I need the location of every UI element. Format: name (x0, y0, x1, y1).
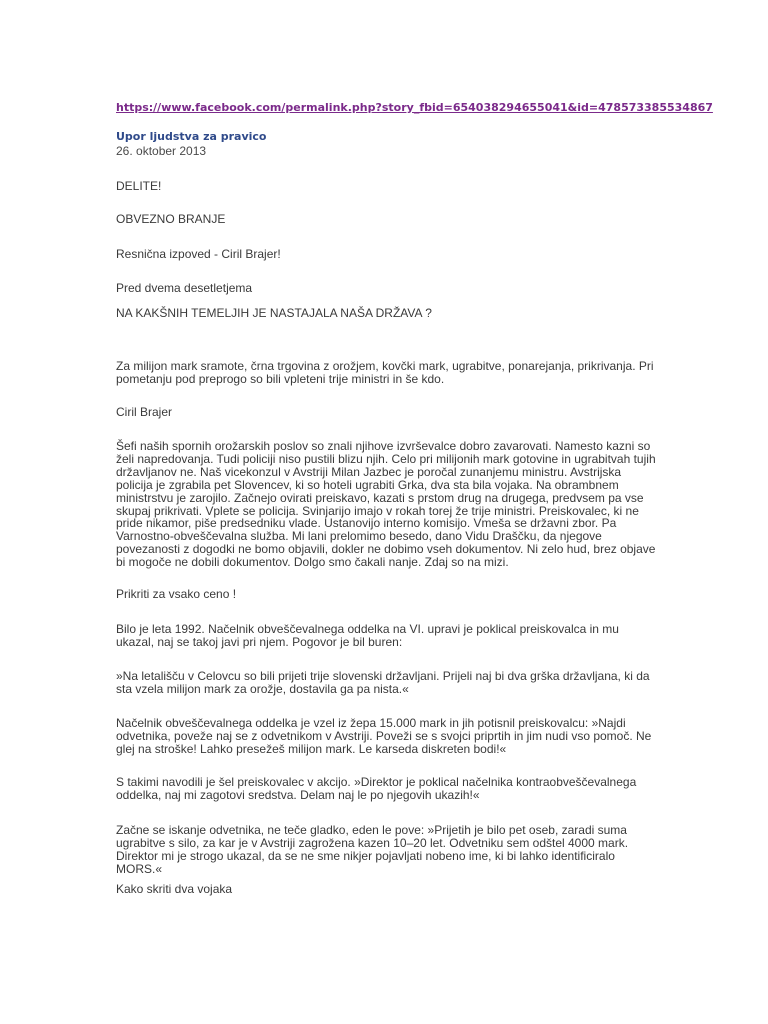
source-page-title[interactable]: Upor ljudstva za pravico (116, 130, 267, 143)
paragraph-two-decades-ago: Pred dvema desetletjema (116, 281, 253, 295)
paragraph-main-story: Šefi naših spornih orožarskih poslov so znali njihove izvrševalce dobro zavarovati. Namesto kazni so želi napredovanja. Tudi policiji niso pustili blizu njih. Celo pri milijonih mark gotovine in ugrabitvah tujih državljanov ne. Naš vicekonzul v Avstriji Milan Jazbec je poročal zunanjemu ministru. Avstrijska policija je zgrabila pet Slovencev, ki so hoteli ugrabiti Grka, dva sta bila vojaka. Na obrambnem ministrstvu je zarojilo. Začnejo ovirati preiskavo, kazati s prstom drug na drugega, predvsem pa vse skupaj prikrivati. Vplete se policija. Svinjarijo imajo v rokah torej že trije ministri. Preiskovalec, ki ne pride nikamor, piše predsedniku vlade. Ustanovijo interno komisijo. Vmeša se državni zbor. Pa Varnostno-obveščevalna služba. Mi lani prelomimo besedo, dano Vidu Draščku, da njegove povezanosti z dogodki ne bomo objavili, dokler ne dobimo vseh dokumentov. Ni zelo hud, brez objave bi mogoče ne dobili dokumentov. Dolgo smo čakali nanje. Zdaj so na mizi. (116, 439, 656, 570)
paragraph-confession-title: Resnična izpoved - Ciril Brajer! (116, 247, 281, 261)
paragraph-subheading-cover-up: Prikriti za vsako ceno ! (116, 587, 237, 601)
paragraph-headline: NA KAKŠNIH TEMELJIH JE NASTAJALA NAŠA DRŽAVA ? (116, 306, 432, 320)
paragraph-subheading-two-soldiers: Kako skriti dva vojaka (116, 882, 233, 896)
paragraph-15000-marks: Načelnik obveščevalnega oddelka je vzel iz žepa 15.000 mark in jih potisnil preiskovalcu: »Najdi odvetnika, poveže naj se z odvetnikom v Avstriji. Poveži se s svojci priprtih in jim nudi vso pomoč. Ne glej na stroške! Lahko presežeš milijon mark. Le karseda diskreten bodi!« (116, 716, 652, 756)
paragraph-1992: Bilo je leta 1992. Načelnik obveščevalnega oddelka na VI. upravi je poklical preiskovalca in mu ukazal, naj se takoj javi pri njem. Pogovor je bil buren: (116, 622, 619, 649)
paragraph-share-call: DELITE! (116, 179, 162, 193)
paragraph-lawyer-search: Začne se iskanje odvetnika, ne teče gladko, eden le pove: »Prijetih je bilo pet oseb, zaradi suma ugrabitve s silo, za kar je v Avstriji zagrožena kazen 10–20 let. Odvetniku sem odštel 4000 mark. Direktor mi je strogo ukazal, da se ne sme nikjer pojavljati nobeno ime, ki bi lahko identificiralo MORS.« (116, 823, 629, 876)
post-date: 26. oktober 2013 (116, 144, 207, 158)
paragraph-mandatory-reading: OBVEZNO BRANJE (116, 212, 226, 226)
facebook-permalink[interactable]: https://www.facebook.com/permalink.php?story_fbid=654038294655041&id=478573385534867 (116, 101, 713, 114)
paragraph-investigator-action: S takimi navodili je šel preiskovalec v akcijo. »Direktor je poklical načelnika kontraobveščevalnega oddelka, naj mi zagotovi sredstva. Delam naj le po njegovih ukazih!« (116, 775, 637, 802)
paragraph-author: Ciril Brajer (116, 405, 173, 419)
paragraph-lead: Za milijon mark sramote, črna trgovina z orožjem, kovčki mark, ugrabitve, ponarejanja, prikrivanja. Pri pometanju pod preprogo so bili vpleteni trije ministri in še kdo. (116, 359, 654, 386)
paragraph-klagenfurt-quote: »Na letališču v Celovcu so bili prijeti trije slovenski državljani. Prijeli naj bi dva grška državljana, ki da sta vzela milijon mark za orožje, dostavila ga pa nista.« (116, 669, 650, 696)
